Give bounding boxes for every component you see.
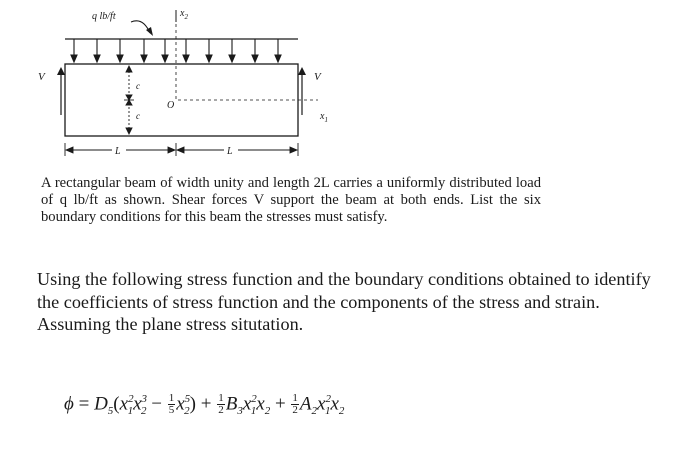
shear-right-arrowhead [298, 67, 306, 75]
c-dimension [124, 66, 134, 134]
half-fraction-a: $\frac{1}{2}$ [292, 392, 298, 417]
load-label: q lb/ft [92, 11, 116, 22]
x1-axis-label: $x_1$ [320, 111, 328, 124]
length-left-label: L [115, 146, 121, 157]
half-fraction-b: $\frac{1}{2}$ [218, 392, 224, 417]
task-statement: Using the following stress function and the boundary conditions obtained to identify the coefficients of stress function and the components of the stress and strain. Assuming the plane stress situtation. [37, 269, 651, 334]
c-bottom-label: c [136, 111, 140, 121]
shear-left-arrowhead [57, 67, 65, 75]
one-fifth-fraction: $\frac{1}{5}$ [168, 392, 175, 417]
phi-symbol: ϕ [64, 393, 74, 415]
problem-statement: A rectangular beam of width unity and length 2L carries a uniformly distributed load of q lb/ft as shown. Shear forces V support the beam at both ends. List the six boundary conditions for this beam the stresses must satisfy. [41, 175, 541, 225]
stress-function-formula: $\phi = D_5(x^2_1x^3_2$ − $\frac{1}{5}$ $x^5_2$) + $\frac{1}{2}$ $B_3x^2_1x_2$ + $\frac{1}{2}$ $A_2x^2_1x_2$ [64, 392, 345, 418]
beam-diagram [0, 0, 700, 175]
load-pointer-arrow [131, 21, 150, 33]
x2-axis-label: $x_2$ [180, 8, 188, 21]
c-top-label: c [136, 81, 140, 91]
shear-left-label: V [38, 71, 45, 83]
length-right-label: L [227, 146, 233, 157]
origin-label: O [167, 100, 175, 111]
shear-right-label: V [314, 71, 321, 83]
length-dimension [65, 143, 298, 156]
